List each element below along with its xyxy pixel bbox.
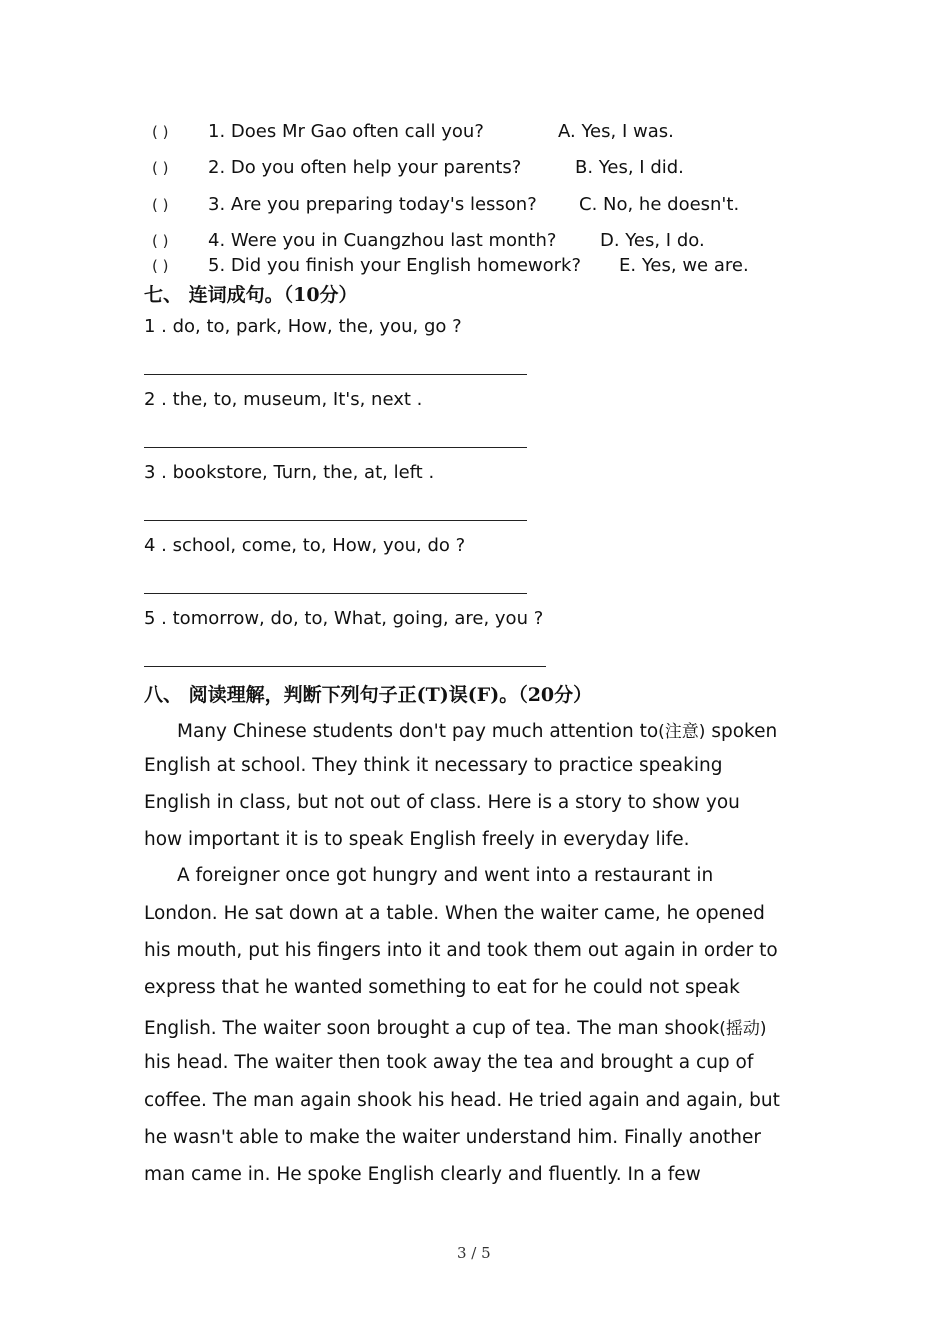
passage-line: his mouth, put his fingers into it and took them out again in order to: [144, 940, 778, 961]
passage-line: English at school. They think it necessary to practice speaking: [144, 755, 723, 776]
passage-line: English in class, but not out of class. Here is a story to show you: [144, 792, 740, 813]
gloss: (注意): [658, 722, 706, 742]
sentence-item: 5 . tomorrow, do, to, What, going, are, you ?: [144, 608, 544, 629]
passage-text: spoken: [705, 721, 778, 742]
gloss: (摇动): [719, 1019, 767, 1039]
passage-text: Many Chinese students don't pay much attention to: [177, 721, 659, 742]
section-8-heading: 八、 阅读理解，判断下列句子正(T)误(F)。（20分）: [144, 684, 593, 706]
answer-blank[interactable]: [144, 447, 527, 448]
passage-line: his head. The waiter then took away the tea and brought a cup of: [144, 1052, 754, 1073]
match-question: 2. Do you often help your parents?: [208, 157, 522, 178]
match-question: 1. Does Mr Gao often call you?: [208, 121, 484, 142]
match-row: [152, 121, 484, 142]
match-row: [152, 157, 521, 178]
match-row: [152, 230, 556, 251]
match-question: 3. Are you preparing today's lesson?: [208, 194, 537, 215]
passage-text: English. The waiter soon brought a cup of tea. The man shook: [144, 1018, 720, 1039]
answer-paren: ( ): [152, 196, 169, 214]
match-question: 5. Did you finish your English homework?: [208, 255, 582, 276]
match-option: B. Yes, I did.: [575, 157, 684, 178]
match-option: D. Yes, I do.: [600, 230, 705, 251]
passage-line: [144, 1014, 766, 1039]
passage-line: [177, 717, 777, 742]
match-question: 4. Were you in Cuangzhou last month?: [208, 230, 557, 251]
passage-line: man came in. He spoke English clearly and fluently. In a few: [144, 1164, 701, 1185]
match-row: [152, 255, 581, 276]
passage-line: London. He sat down at a table. When the waiter came, he opened: [144, 903, 765, 924]
answer-paren: ( ): [152, 123, 169, 141]
match-option: C. No, he doesn't.: [579, 194, 740, 215]
answer-blank[interactable]: [144, 666, 546, 667]
answer-paren: ( ): [152, 159, 169, 177]
answer-paren: ( ): [152, 257, 169, 275]
passage-line: how important it is to speak English freely in everyday life.: [144, 829, 690, 850]
answer-blank[interactable]: [144, 374, 527, 375]
section-7-heading: 七、 连词成句。（10分）: [144, 284, 358, 306]
page-number: 3 / 5: [457, 1244, 491, 1262]
sentence-item: 1 . do, to, park, How, the, you, go ?: [144, 316, 462, 337]
answer-blank[interactable]: [144, 593, 527, 594]
passage-line: he wasn't able to make the waiter understand him. Finally another: [144, 1127, 761, 1148]
sentence-item: 2 . the, to, museum, It's, next .: [144, 389, 423, 410]
match-option: A. Yes, I was.: [558, 121, 674, 142]
passage-line: A foreigner once got hungry and went into a restaurant in: [177, 865, 714, 886]
passage-line: coffee. The man again shook his head. He tried again and again, but: [144, 1090, 780, 1111]
passage-line: express that he wanted something to eat for he could not speak: [144, 977, 740, 998]
answer-paren: ( ): [152, 232, 169, 250]
sentence-item: 3 . bookstore, Turn, the, at, left .: [144, 462, 435, 483]
match-row: [152, 194, 537, 215]
sentence-item: 4 . school, come, to, How, you, do ?: [144, 535, 466, 556]
match-option: E. Yes, we are.: [619, 255, 749, 276]
answer-blank[interactable]: [144, 520, 527, 521]
